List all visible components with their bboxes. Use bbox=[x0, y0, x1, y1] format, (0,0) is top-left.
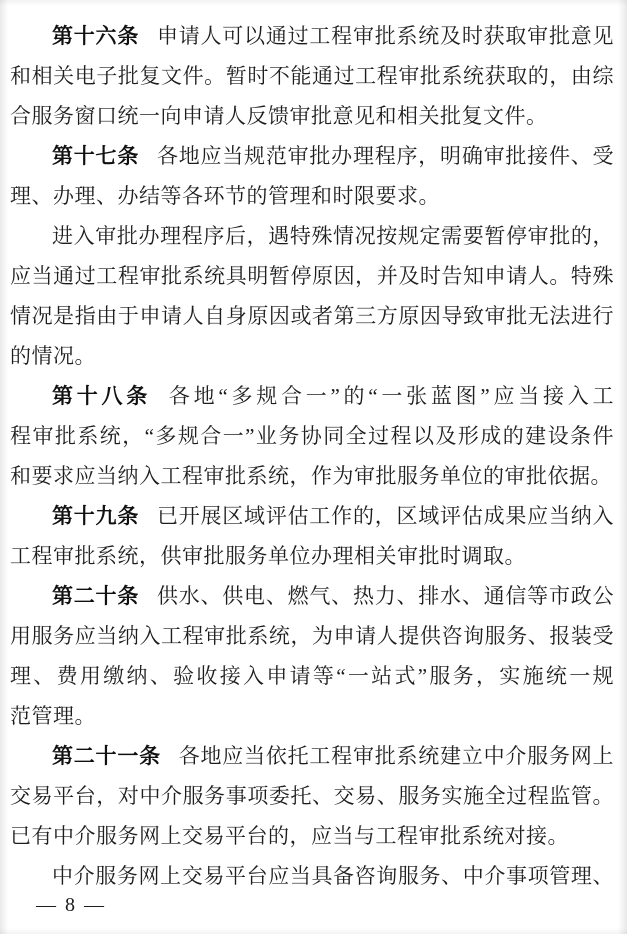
text-line: 第十六条 申请人可以通过工程审批系统及时获取审批意见 bbox=[52, 24, 614, 48]
paragraph bbox=[10, 856, 614, 896]
text-line: 和要求应当纳入工程审批系统，作为审批服务单位的审批依据。 bbox=[10, 464, 612, 488]
scan-edge-top bbox=[0, 0, 627, 6]
article-number: 第二十条 bbox=[52, 584, 140, 608]
text-line: 第二十条 供水、供电、燃气、热力、排水、通信等市政公 bbox=[52, 584, 614, 608]
text-line: 进入审批办理程序后，遇特殊情况按规定需要暂停审批的， bbox=[52, 224, 614, 248]
paragraph bbox=[10, 376, 614, 496]
text-line: 第十九条 已开展区域评估工作的，区域评估成果应当纳入 bbox=[52, 504, 614, 528]
scan-edge-right bbox=[618, 0, 627, 934]
paragraph bbox=[10, 136, 614, 216]
text-line: 理、办理、办结等各环节的管理和时限要求。 bbox=[10, 184, 440, 208]
scan-edge-left bbox=[0, 0, 8, 934]
article-number: 第二十一条 bbox=[52, 744, 161, 768]
text-line: 范管理。 bbox=[10, 704, 96, 728]
text-line: 用服务应当纳入工程审批系统，为申请人提供咨询服务、报装受 bbox=[10, 624, 614, 648]
paragraph bbox=[10, 736, 614, 856]
text-line: 情况是指由于申请人自身原因或者第三方原因导致审批无法进行 bbox=[10, 304, 614, 328]
paragraph bbox=[10, 576, 614, 736]
page-number: — 8 — bbox=[36, 894, 106, 916]
paragraph bbox=[10, 216, 614, 376]
article-number: 第十六条 bbox=[52, 24, 140, 48]
text-line: 合服务窗口统一向申请人反馈审批意见和相关批复文件。 bbox=[10, 104, 548, 128]
text-line: 的情况。 bbox=[10, 344, 96, 368]
article-number: 第十八条 bbox=[52, 384, 152, 408]
text-line: 交易平台，对中介服务事项委托、交易、服务实施全过程监管。 bbox=[10, 784, 614, 808]
article-number: 第十九条 bbox=[52, 504, 140, 528]
text-line: 理、费用缴纳、验收接入申请等“一站式”服务，实施统一规 bbox=[10, 664, 614, 688]
document-body bbox=[10, 16, 614, 896]
paragraph bbox=[10, 496, 614, 576]
article-number: 第十七条 bbox=[52, 144, 140, 168]
paragraph bbox=[10, 16, 614, 136]
text-line: 第十八条 各地“多规合一”的“一张蓝图”应当接入工 bbox=[52, 384, 614, 408]
scan-edge-bottom bbox=[0, 928, 627, 934]
text-line: 和相关电子批复文件。暂时不能通过工程审批系统获取的，由综 bbox=[10, 64, 614, 88]
text-line: 应当通过工程审批系统具明暂停原因，并及时告知申请人。特殊 bbox=[10, 264, 614, 288]
text-line: 第二十一条 各地应当依托工程审批系统建立中介服务网上 bbox=[52, 744, 614, 768]
text-line: 第十七条 各地应当规范审批办理程序，明确审批接件、受 bbox=[52, 144, 614, 168]
text-line: 工程审批系统，供审批服务单位办理相关审批时调取。 bbox=[10, 544, 526, 568]
text-line: 中介服务网上交易平台应当具备咨询服务、中介事项管理、 bbox=[52, 864, 614, 888]
text-line: 已有中介服务网上交易平台的，应当与工程审批系统对接。 bbox=[10, 824, 569, 848]
text-line: 程审批系统，“多规合一”业务协同全过程以及形成的建设条件 bbox=[10, 424, 614, 448]
